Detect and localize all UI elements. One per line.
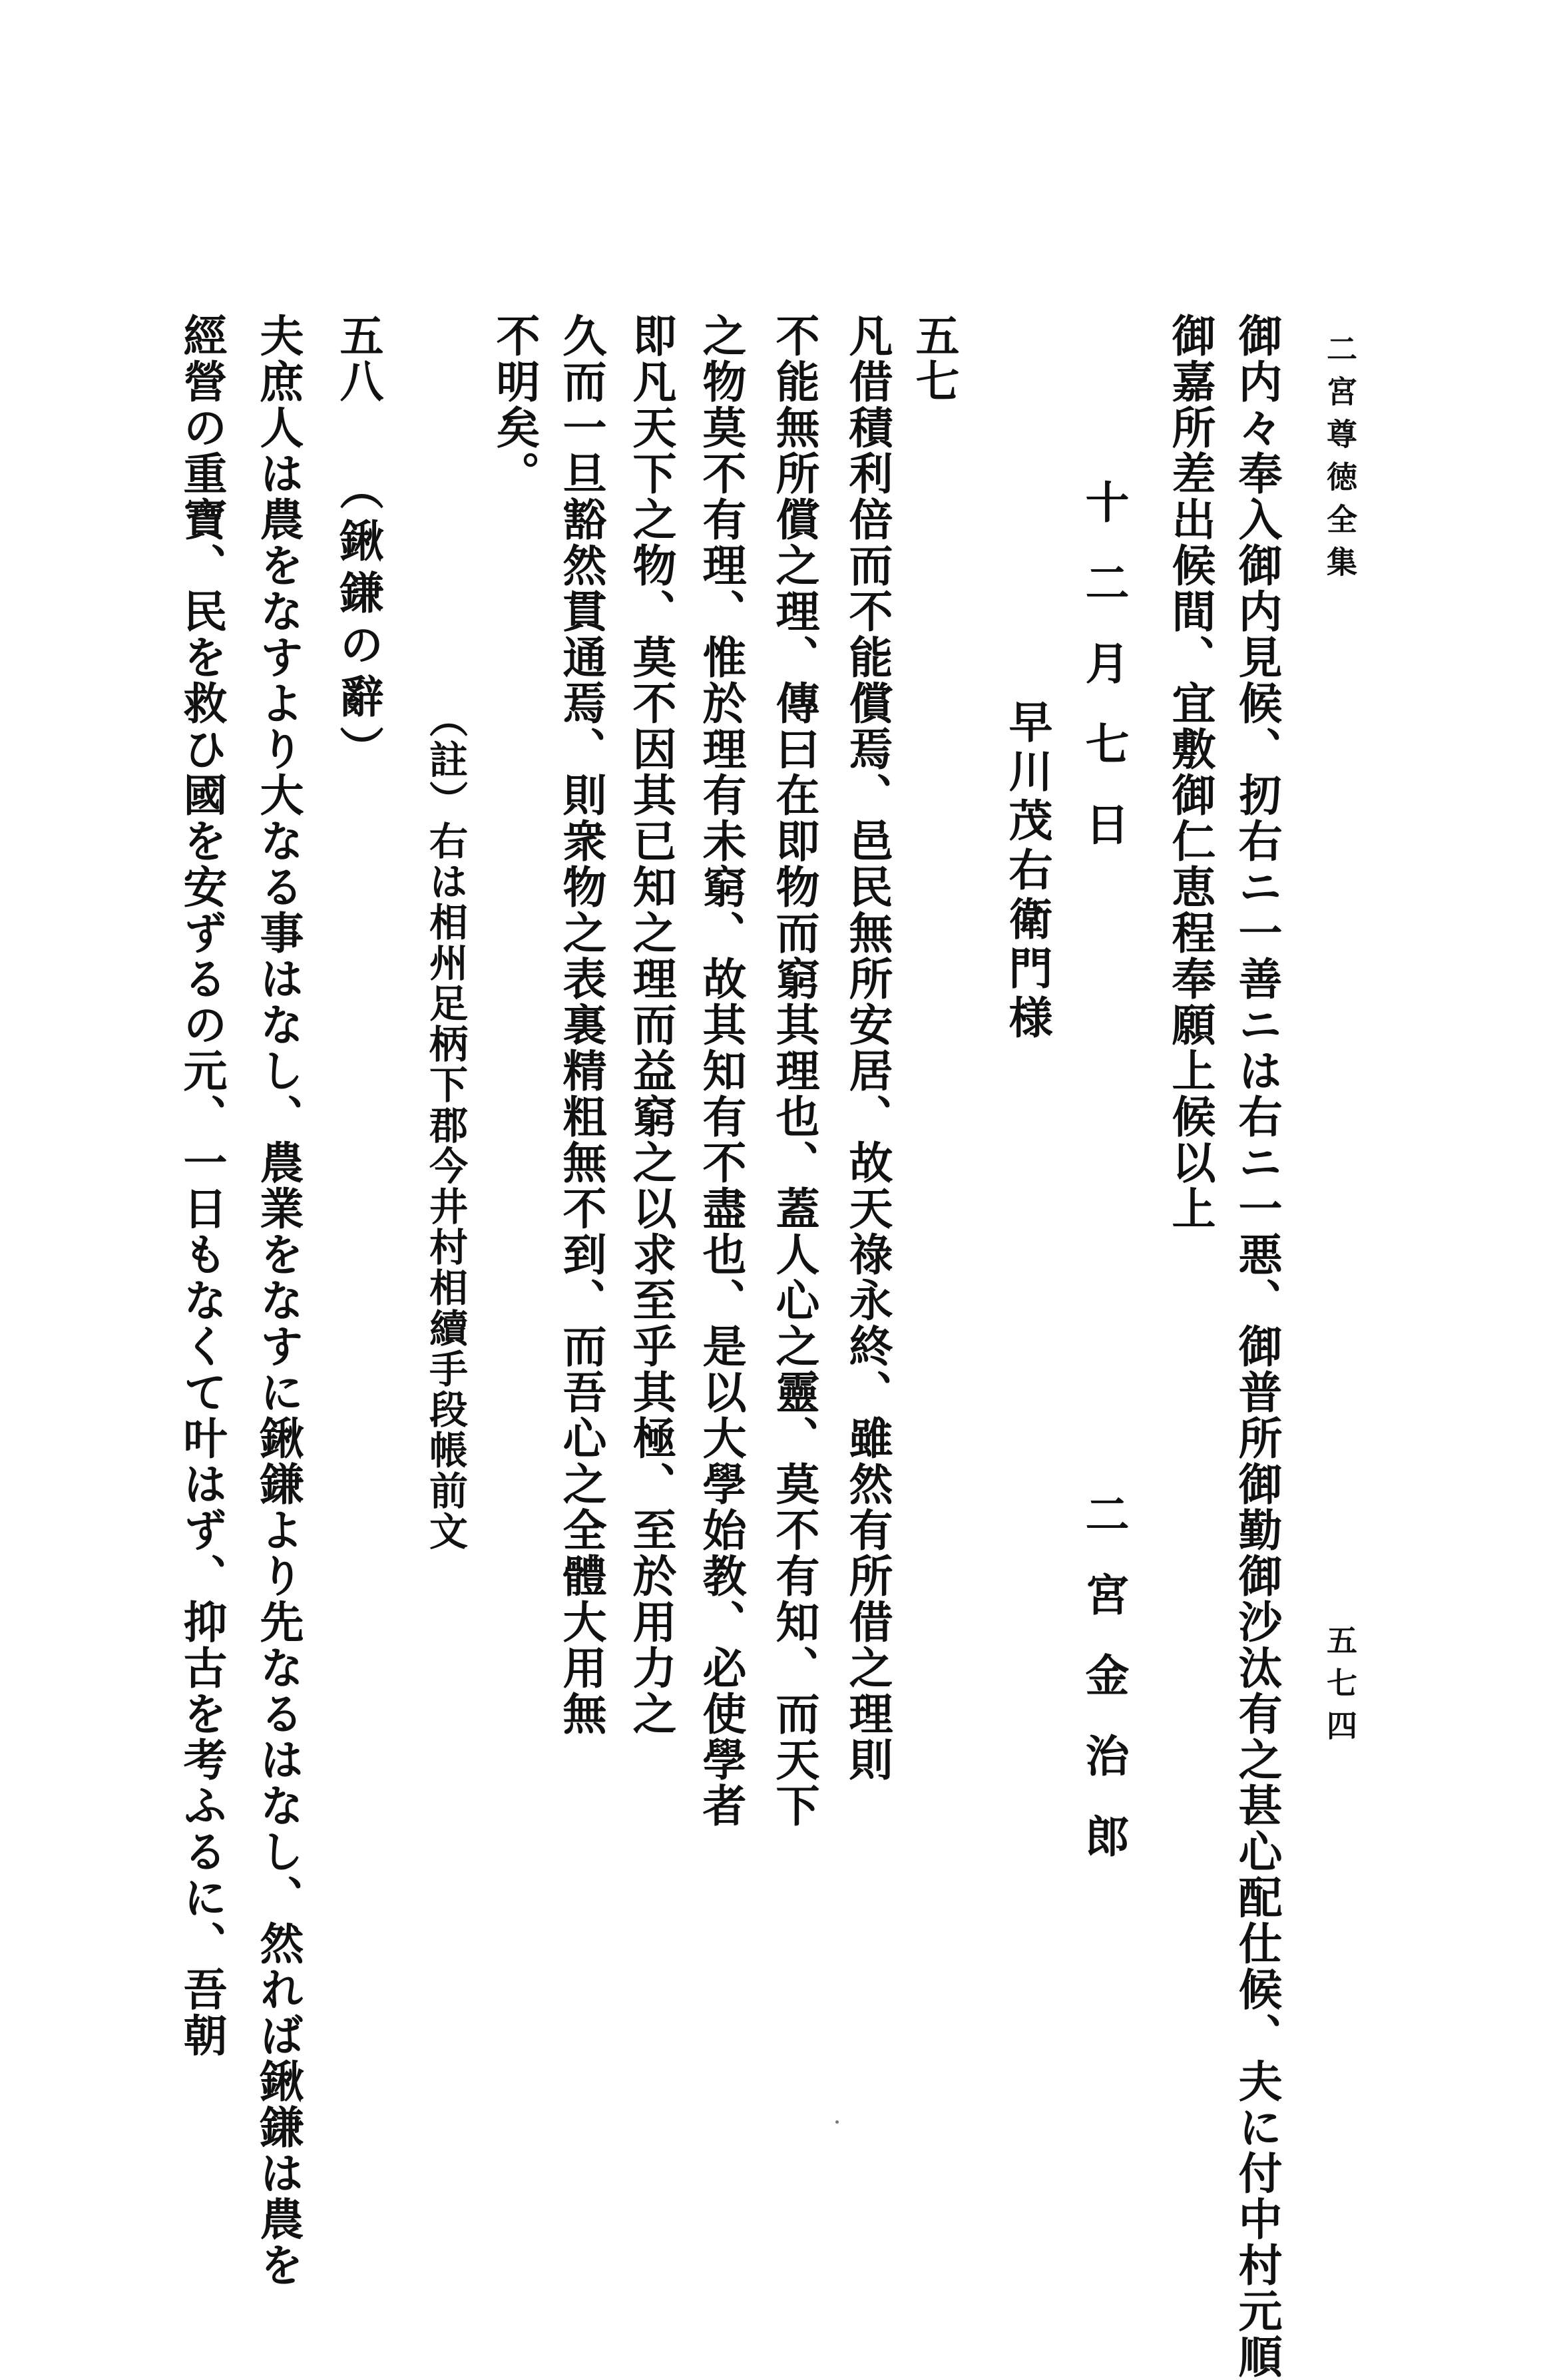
section-58-line-1: 夫庶人は農をなすより大なる事はなし、農業をなすに鍬鎌より先なるはなし、然れば鍬鎌は農を — [252, 313, 304, 2288]
section-57-line-6: 不明矣。 — [489, 313, 541, 497]
scan-speck — [835, 2120, 839, 2124]
section-57-line-4: 即凡天下之物、莫不因其已知之理而益窮之以求至乎其極、至於用力之 — [625, 313, 677, 1737]
section-57-line-2: 不能無所償之理、傳曰在即物而窮其理也、蓋人心之靈、莫不有知、而天下 — [768, 313, 820, 1829]
running-header-title: 二宮尊徳全集 — [1322, 333, 1358, 589]
letter-recipient: 早川茂右衛門様 — [1001, 699, 1053, 1044]
section-57-line-3: 之物莫不有理、惟於理有未窮、故其知有不盡也、是以大學始教、必使學者 — [695, 313, 747, 1829]
section-58-line-2: 經營の重寶、民を救ひ國を安ずるの元、一日もなくて叶はず、抑古を考ふるに、吾朝 — [176, 313, 228, 2058]
section-57-line-5: 久而一旦豁然貫通焉、則衆物之表裏精粗無不到、而吾心之全體大用無 — [555, 313, 607, 1737]
page-number: 五七四 — [1322, 1624, 1358, 1752]
section-58-title: （鍬鎌の辭） — [332, 466, 384, 778]
section-57-line-1: 凡借積利倍而不能償焉、邑民無所安居、故天祿永終、雖然有所借之理則 — [841, 313, 893, 1783]
letter-line-1: 御内々奉入御内見候、扨右ニ一善ニは右ニ一悪、御普所御勤御沙汰有之甚心配仕候、夫に付中村元順 — [1231, 313, 1283, 2380]
letter-line-2: 御嘉所差出候間、宜敷御仁恵程奉願上候以上 — [1164, 313, 1216, 1232]
section-58-number: 五八 — [332, 313, 384, 403]
section-57-number: 五七 — [908, 313, 960, 403]
letter-date: 十二月七日 — [1078, 479, 1130, 882]
letter-sender: 二宮金治郎 — [1078, 1491, 1130, 1894]
section-57-note: （註）右は相州足柄下郡今井村相續手段帳前文 — [423, 699, 468, 1552]
